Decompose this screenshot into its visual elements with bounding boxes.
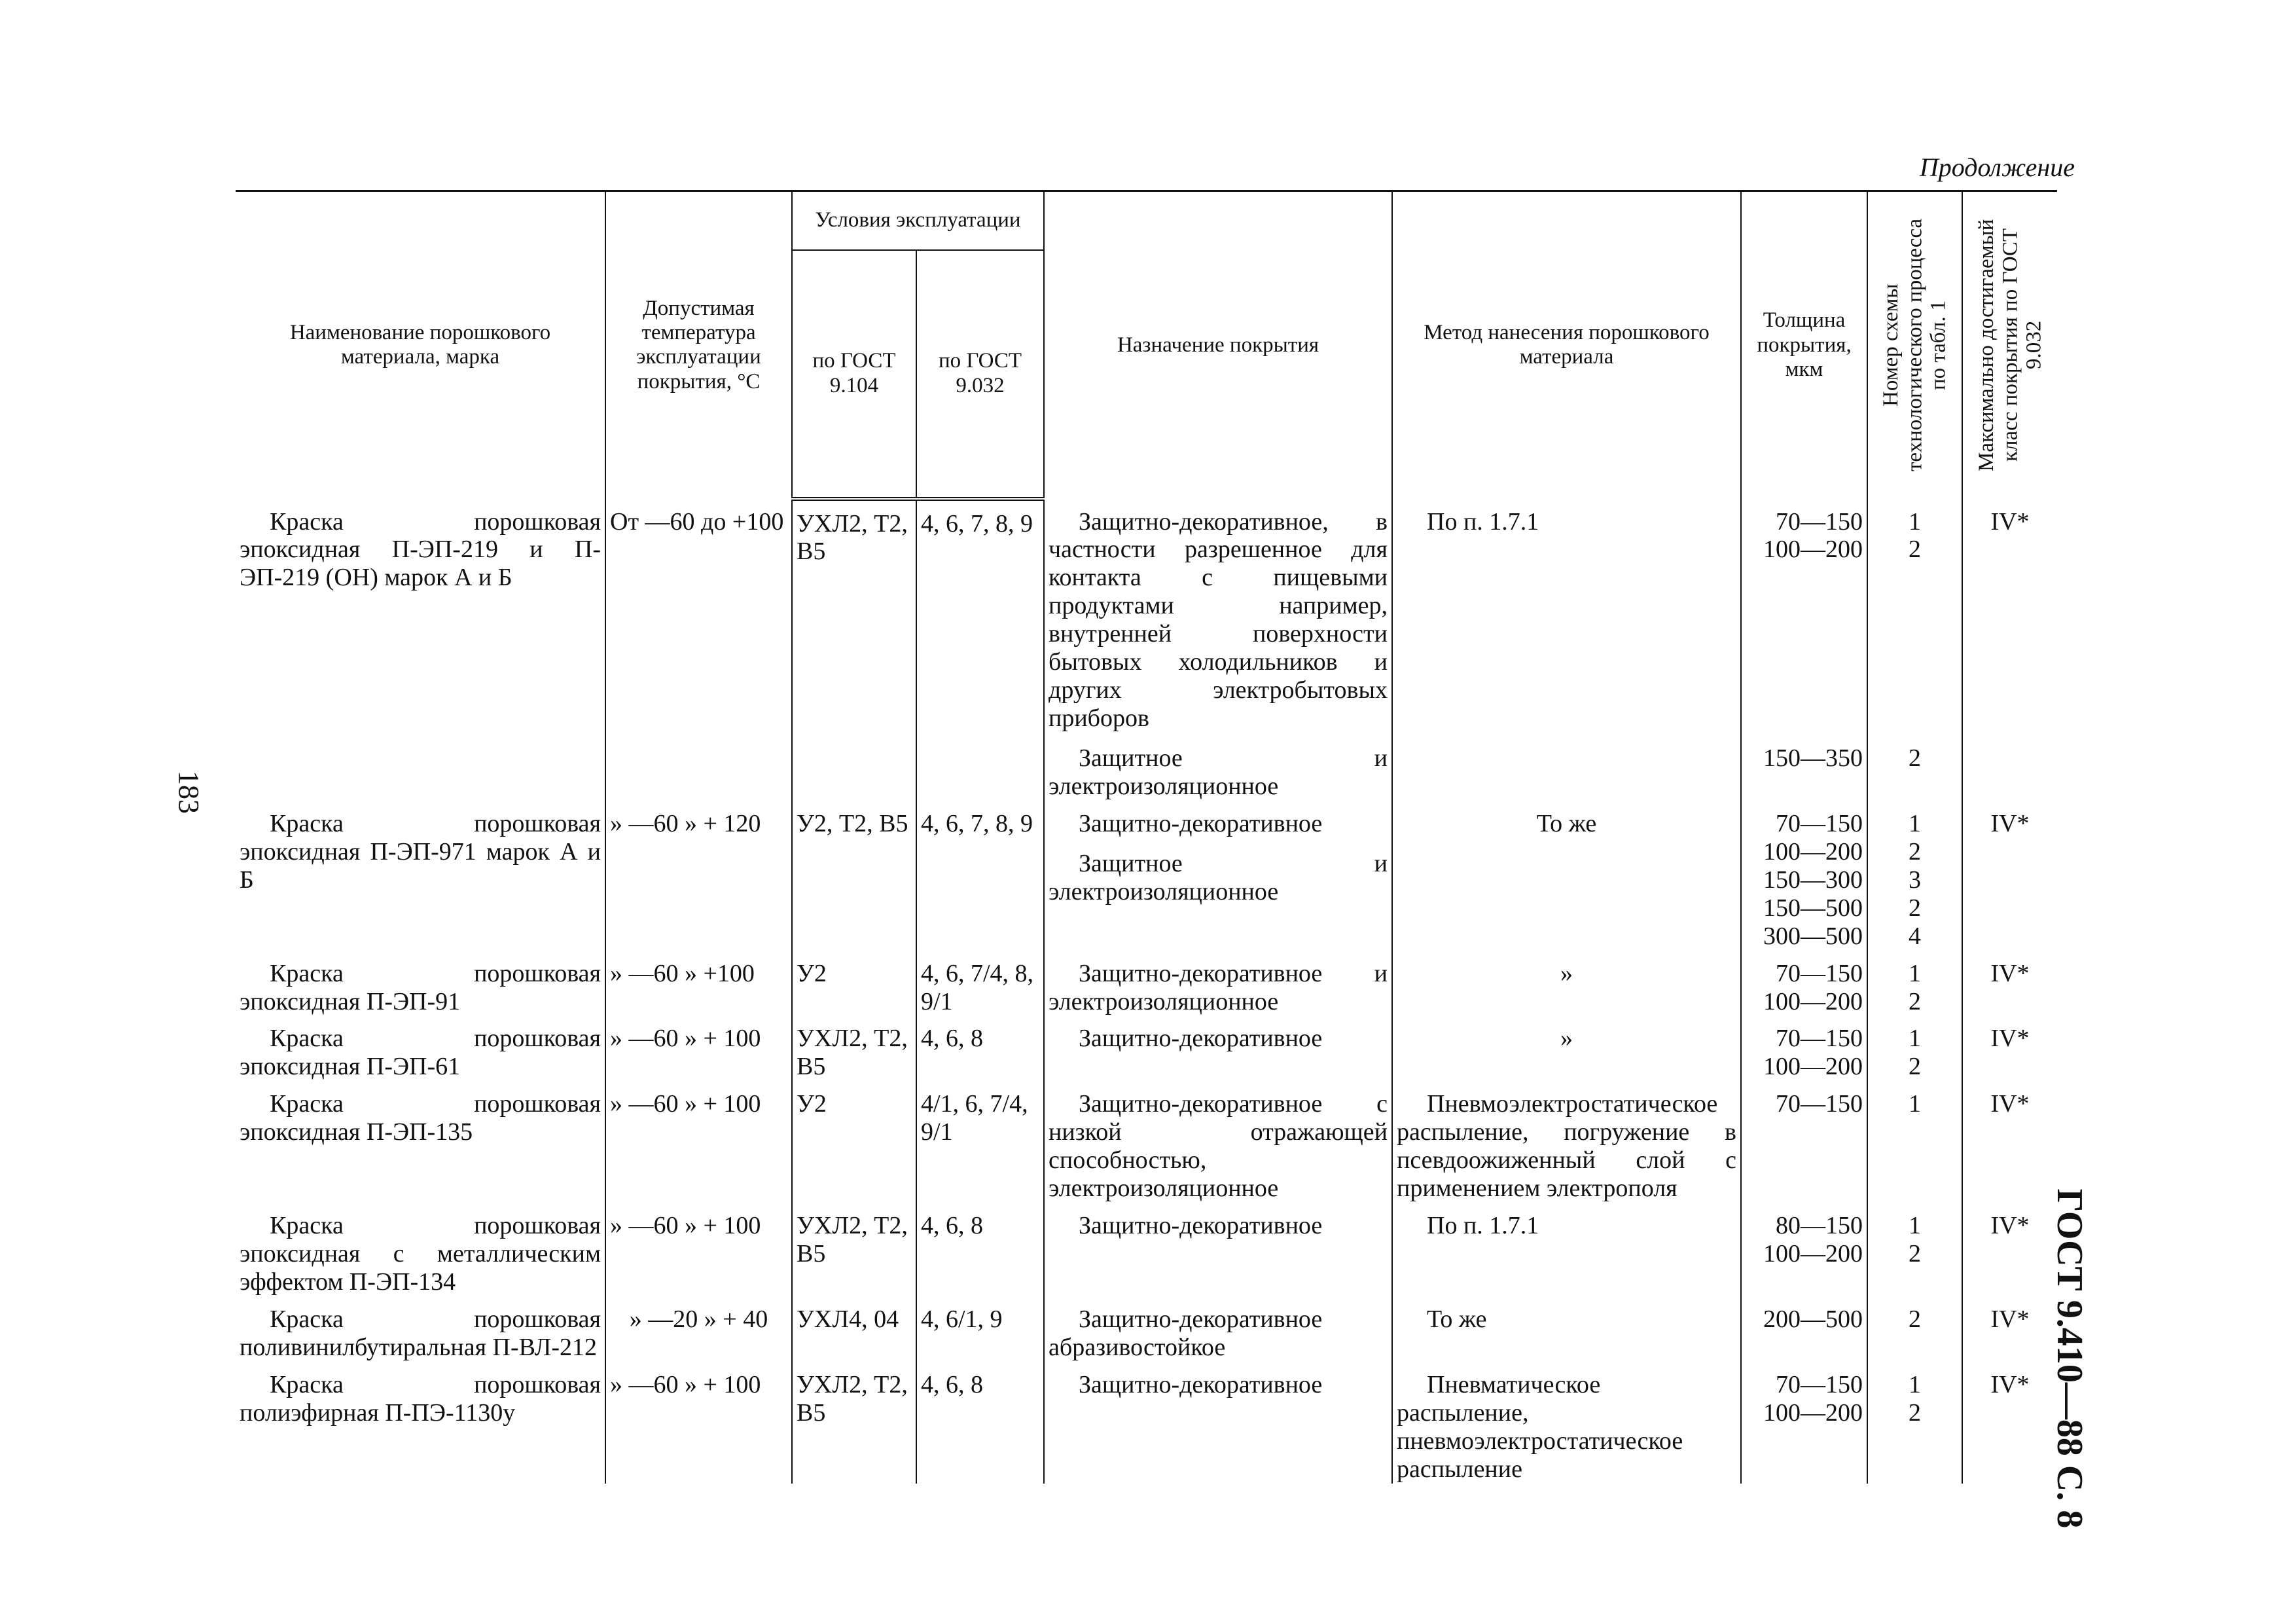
gost9032-value: 4, 6, 7/4, 8, 9/1 [916, 951, 1044, 1016]
scheme-number: 1 2 [1867, 1015, 1962, 1081]
method: Пневмоэлектростатическое распыление, погружение в псевдоожиженный слой с применением электрополя [1392, 1081, 1741, 1203]
temperature: » —60 » + 100 [605, 1362, 792, 1484]
purpose-line: Защитно-декоративное [1079, 809, 1323, 837]
temperature: » —60 » + 100 [605, 1203, 792, 1296]
table-row [236, 1362, 2057, 1484]
purpose: Защитно-декоративное абразивостойкое [1044, 1296, 1392, 1362]
thickness: 200—500 [1741, 1296, 1867, 1362]
coating-class: IV* [1962, 499, 2057, 801]
material-name: Краска порошковая эпоксидная с металлическим эффектом П-ЭП-134 [236, 1203, 605, 1296]
thickness: 70—150 100—200 [1741, 951, 1867, 1016]
gost9032-value: 4/1, 6, 7/4, 9/1 [916, 1081, 1044, 1203]
gost9104-value: УХЛ2, Т2, В5 [792, 499, 916, 801]
thickness: 70—150 [1741, 1081, 1867, 1203]
purpose: Защитно-декоративное [1044, 1015, 1392, 1081]
continuation-label: Продолжение [1919, 153, 2075, 182]
scheme-number: 1 2 [1867, 1203, 1962, 1296]
material-name: Краска порошковая эпоксидная П-ЭП-135 [236, 1081, 605, 1203]
header-gost9032: по ГОСТ 9.032 [916, 250, 1044, 499]
temperature: » —20 » + 40 [605, 1296, 792, 1362]
method: То же [1392, 1296, 1741, 1362]
header-temp: Допустимая температура эксплуатации покрытия, °С [605, 191, 792, 499]
material-name: Краска порошковая полиэфирная П-ПЭ-1130у [236, 1362, 605, 1484]
gost9032-value: 4, 6, 7, 8, 9 [916, 801, 1044, 951]
thickness: 70—150 100—200 150—300 150—500 300—500 [1741, 801, 1867, 951]
temperature: От —60 до +100 [605, 499, 792, 801]
standard-mark: ГОСТ 9.410—88 С. 8 [2049, 1188, 2090, 1529]
method: По п. 1.7.1 [1392, 1203, 1741, 1296]
scheme-number: 2 [1867, 1296, 1962, 1362]
page-number: 183 [173, 771, 205, 814]
method: » [1392, 1015, 1741, 1081]
header-gost9104: по ГОСТ 9.104 [792, 250, 916, 499]
gost9032-value: 4, 6, 8 [916, 1362, 1044, 1484]
header-scheme [1867, 191, 1962, 499]
material-name: Краска порошковая эпоксидная П-ЭП-971 марок А и Б [236, 801, 605, 951]
header-class [1962, 191, 2057, 499]
coating-class: IV* [1962, 1081, 2057, 1203]
temperature: » —60 » + 120 [605, 801, 792, 951]
coating-class: IV* [1962, 1203, 2057, 1296]
purpose: Защитное и электроизоляционное [1044, 733, 1392, 801]
material-name: Краска порошковая поливинилбутиральная П-ВЛ-212 [236, 1296, 605, 1362]
scheme-number: 1 [1867, 1081, 1962, 1203]
method: » [1392, 951, 1741, 1016]
coating-class: IV* [1962, 1296, 2057, 1362]
purpose: Защитно-декоративное [1044, 1362, 1392, 1484]
material-name: Краска порошковая эпоксидная П-ЭП-219 и П-ЭП-219 (ОН) марок А и Б [236, 499, 605, 801]
thickness: 80—150 100—200 [1741, 1203, 1867, 1296]
header-scheme-text: Номер схемы технологического процесса по табл. 1 [1879, 219, 1950, 472]
header-purpose: Назначение покрытия [1044, 191, 1392, 499]
scheme-number: 1 2 [1867, 499, 1962, 733]
gost9104-value: УХЛ4, 04 [792, 1296, 916, 1362]
gost9032-value: 4, 6, 7, 8, 9 [916, 499, 1044, 801]
gost9032-value: 4, 6, 8 [916, 1015, 1044, 1081]
purpose: Защитно-декоративное и электроизоляционное [1044, 951, 1392, 1016]
thickness: 150—350 [1741, 733, 1867, 801]
purpose-line: Защитное и электроизоляционное [1049, 849, 1388, 905]
thickness: 70—150 100—200 [1741, 499, 1867, 733]
purpose [1044, 801, 1392, 951]
coating-class: IV* [1962, 1362, 2057, 1484]
material-name: Краска порошковая эпоксидная П-ЭП-91 [236, 951, 605, 1016]
scheme-number: 1 2 [1867, 951, 1962, 1016]
scheme-number: 1 2 3 2 4 [1867, 801, 1962, 951]
table-row [236, 1015, 2057, 1081]
scheme-number: 2 [1867, 733, 1962, 801]
scheme-number: 1 2 [1867, 1362, 1962, 1484]
temperature: » —60 » + 100 [605, 1015, 792, 1081]
gost9104-value: УХЛ2, Т2, В5 [792, 1203, 916, 1296]
materials-table [236, 190, 2057, 1484]
purpose: Защитно-декоративное с низкой отражающей способностью, электроизоляционное [1044, 1081, 1392, 1203]
temperature: » —60 » +100 [605, 951, 792, 1016]
purpose: Защитно-декоративное, в частности разрешенное для контакта с пищевыми продуктами например, внутренней поверхности бытовых холодильников и других электробытовых приборов [1044, 499, 1392, 733]
gost9104-value: УХЛ2, Т2, В5 [792, 1362, 916, 1484]
table-row [236, 499, 2057, 733]
coating-class: IV* [1962, 951, 2057, 1016]
gost9104-value: У2 [792, 951, 916, 1016]
temperature: » —60 » + 100 [605, 1081, 792, 1203]
header-thickness: Толщина покрытия, мкм [1741, 191, 1867, 499]
method: Пневматическое распыление, пневмоэлектростатическое распыление [1392, 1362, 1741, 1484]
gost9104-value: УХЛ2, Т2, В5 [792, 1015, 916, 1081]
table-row [236, 1203, 2057, 1296]
header-method: Метод нанесения порошкового материала [1392, 191, 1741, 499]
thickness: 70—150 100—200 [1741, 1362, 1867, 1484]
coating-class: IV* [1962, 1015, 2057, 1081]
method: То же [1392, 801, 1741, 951]
header-class-text: Максимально достигаемый класс покрытия по ГОСТ 9.032 [1974, 219, 2046, 471]
table-row [236, 951, 2057, 1016]
method: По п. 1.7.1 [1392, 499, 1741, 801]
purpose: Защитно-декоративное [1044, 1203, 1392, 1296]
header-name: Наименование порошкового материала, марка [236, 191, 605, 499]
gost9104-value: У2, Т2, В5 [792, 801, 916, 951]
gost9032-value: 4, 6/1, 9 [916, 1296, 1044, 1362]
gost9032-value: 4, 6, 8 [916, 1203, 1044, 1296]
gost9104-value: У2 [792, 1081, 916, 1203]
table-row [236, 801, 2057, 951]
thickness: 70—150 100—200 [1741, 1015, 1867, 1081]
coating-class: IV* [1962, 801, 2057, 951]
header-conditions: Условия эксплуатации [792, 191, 1044, 250]
table-row [236, 1296, 2057, 1362]
material-name: Краска порошковая эпоксидная П-ЭП-61 [236, 1015, 605, 1081]
table-row [236, 1081, 2057, 1203]
